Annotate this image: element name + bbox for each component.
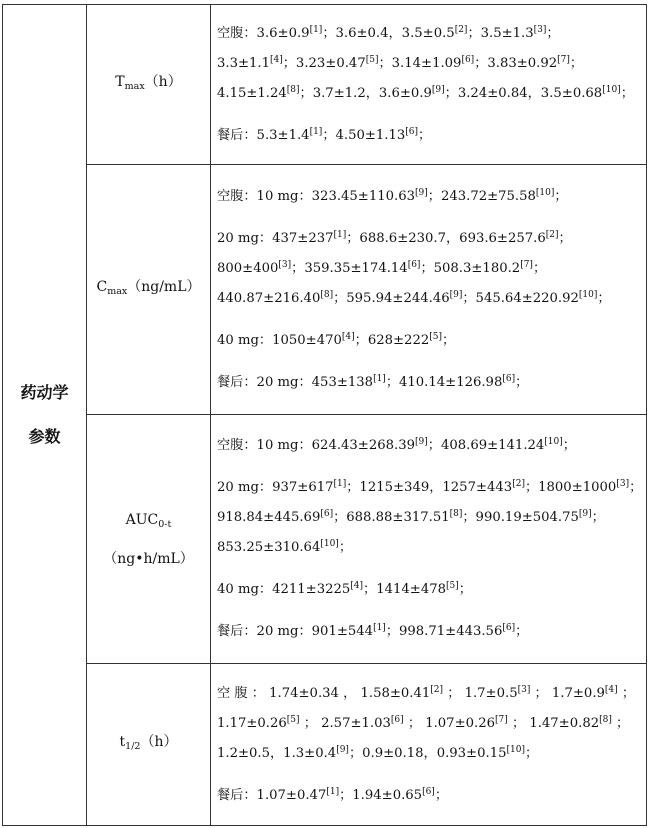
citation-ref: [2]: [512, 479, 525, 489]
citation-ref: [10]: [506, 744, 525, 755]
citation-ref: [2]: [454, 24, 468, 35]
value-line: 1.2±0.5，1.3±0.4[9]；0.9±0.18，0.93±0.15[10]；: [217, 744, 539, 761]
value-line: 餐后：5.3±1.4[1]；4.50±1.13[6]；: [217, 126, 432, 143]
param-subscript: 0-t: [158, 518, 172, 530]
table-row-t-half: [3, 664, 647, 826]
citation-ref: [2]: [545, 229, 559, 240]
value-line: 440.87±216.40[8]；595.94±244.46[9]；545.64±220.92[10]；: [217, 289, 611, 306]
value-line: 4.15±1.24[8]；3.7±1.2，3.6±0.9[9]；3.24±0.84，3.5±0.68[10]；: [217, 84, 634, 101]
citation-ref: [1]: [373, 373, 386, 384]
citation-ref: [8]: [320, 289, 334, 300]
value-line: 918.84±445.69[6]；688.88±317.51[8]；990.19±504.75[9]；: [217, 509, 605, 525]
value-line: 1.17±0.26[5] ； 2.57±1.03[6] ； 1.07±0.26[7] ； 1.47±0.82[8] ；: [217, 714, 630, 731]
citation-ref: [4]: [341, 331, 355, 342]
citation-ref: [8]: [286, 84, 300, 95]
value-line: 853.25±310.64[10]；: [217, 539, 353, 555]
param-subscript: max: [107, 286, 128, 297]
citation-ref: [9]: [336, 744, 349, 755]
table-row-auc: [3, 415, 647, 664]
value-line: 800±400[3]；359.35±174.14[6]；508.3±180.2[7]；: [217, 259, 547, 276]
citation-ref: [6]: [405, 126, 419, 137]
citation-ref: [6]: [422, 786, 435, 797]
citation-ref: [6]: [502, 373, 516, 384]
citation-ref: [8]: [449, 509, 463, 519]
citation-ref: [1]: [309, 24, 323, 35]
citation-ref: [6]: [407, 259, 421, 270]
citation-ref: [9]: [449, 289, 463, 300]
citation-ref: [10]: [535, 187, 555, 198]
citation-ref: [1]: [309, 126, 323, 137]
value-line: 餐后：20 mg：453±138[1]；410.14±126.98[6]；: [217, 373, 529, 390]
table-row-cmax: [3, 165, 647, 415]
param-name: T: [115, 74, 125, 90]
category-cell: [3, 5, 87, 826]
value-line: 空腹：10 mg：323.45±110.63[9]；243.72±75.58[10]；: [217, 187, 568, 204]
values-cell-cmax: [211, 165, 647, 415]
value-line: 空腹：3.6±0.9[1]；3.6±0.4，3.5±0.5[2]；3.5±1.3[3]；: [217, 24, 560, 41]
value-line: 餐后：1.07±0.47[1]；1.94±0.65[6]；: [217, 786, 448, 803]
citation-ref: [7]: [520, 259, 533, 270]
param-cell-cmax: [87, 165, 211, 415]
param-unit: （h）: [140, 734, 178, 750]
citation-ref: [7]: [557, 54, 570, 65]
citation-ref: [10]: [544, 437, 563, 447]
citation-ref: [1]: [373, 623, 386, 633]
citation-ref: [3]: [278, 259, 292, 270]
citation-ref: [4]: [604, 684, 618, 695]
param-cell-auc: [87, 415, 211, 664]
values-cell-auc: [211, 415, 647, 664]
value-line: 20 mg：437±237[1]；688.6±230.7，693.6±257.6[2]；: [217, 229, 572, 246]
value-line: 40 mg：4211±3225[4]；1414±478[5]；: [217, 581, 472, 597]
citation-ref: [5]: [429, 331, 442, 342]
values-cell-t-half: [211, 664, 647, 826]
param-cell-t-half: [87, 664, 211, 826]
citation-ref: [9]: [431, 84, 445, 95]
value-line: 空腹：10 mg：624.43±268.39[9]；408.69±141.24[10]；: [217, 437, 576, 453]
citation-ref: [5]: [286, 714, 300, 725]
citation-ref: [6]: [390, 714, 404, 725]
param-subscript: 1/2: [125, 741, 141, 752]
citation-ref: [6]: [502, 623, 516, 633]
value-line: 3.3±1.1[4]；3.23±0.47[5]；3.14±1.09[6]；3.83±0.92[7]；: [217, 54, 584, 71]
value-line: 餐后：20 mg：901±544[1]；998.71±443.56[6]；: [217, 623, 529, 639]
citation-ref: [5]: [446, 581, 459, 591]
value-line: 40 mg：1050±470[4]；628±222[5]；: [217, 331, 456, 348]
citation-ref: [7]: [495, 714, 508, 725]
citation-ref: [3]: [616, 479, 630, 489]
category-label-line2: 参数: [28, 427, 61, 446]
param-unit: （ng/mL）: [127, 279, 201, 295]
value-line: 空 腹 ： 1.74±0.34 ， 1.58±0.41[2] ； 1.7±0.5[3] ； 1.7±0.9[4] ；: [217, 684, 636, 701]
citation-ref: [3]: [517, 684, 531, 695]
value-line: 20 mg：937±617[1]；1215±349，1257±443[2]；1800±1000[3]；: [217, 479, 643, 495]
citation-ref: [1]: [326, 786, 340, 797]
citation-ref: [9]: [578, 509, 592, 519]
citation-ref: [5]: [365, 54, 379, 65]
citation-ref: [1]: [333, 479, 347, 489]
citation-ref: [10]: [578, 289, 598, 300]
pharmacokinetics-table: [2, 4, 647, 826]
table-row-tmax: [3, 5, 647, 165]
param-name: AUC: [125, 511, 159, 528]
citation-ref: [10]: [320, 539, 339, 549]
citation-ref: [9]: [415, 187, 428, 198]
citation-ref: [8]: [599, 714, 612, 725]
param-cell-tmax: [87, 5, 211, 165]
category-label-line1: 药动学: [20, 383, 69, 402]
citation-ref: [2]: [430, 684, 444, 695]
values-cell-tmax: [211, 5, 647, 165]
citation-ref: [6]: [320, 509, 334, 519]
citation-ref: [9]: [415, 437, 428, 447]
param-subscript: max: [124, 81, 145, 92]
citation-ref: [3]: [533, 24, 547, 35]
citation-ref: [6]: [461, 54, 475, 65]
param-name: C: [96, 279, 108, 295]
citation-ref: [10]: [602, 84, 621, 95]
citation-ref: [4]: [350, 581, 364, 591]
param-unit: （h）: [144, 74, 182, 90]
citation-ref: [1]: [333, 229, 347, 240]
param-unit: （ng•h/mL）: [103, 550, 194, 567]
param-name: t: [119, 734, 126, 750]
citation-ref: [4]: [270, 54, 283, 65]
